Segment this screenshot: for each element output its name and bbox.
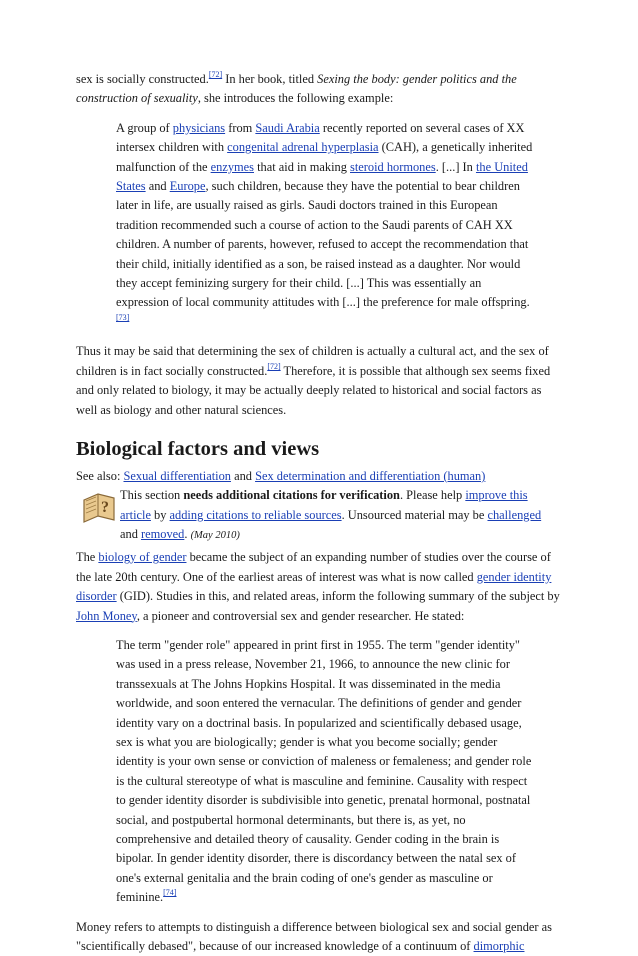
book-question-icon: [80, 488, 118, 528]
intro-text: sex is socially constructed.: [76, 72, 209, 86]
link-saudi-arabia[interactable]: Saudi Arabia: [255, 120, 320, 135]
section-heading: Biological factors and views: [76, 437, 320, 460]
link-biology-of-gender[interactable]: biology of gender: [98, 550, 187, 565]
ref-72[interactable]: [72]: [267, 361, 281, 371]
link-dimorphic[interactable]: dimorphic: [473, 939, 525, 954]
link-john-money[interactable]: John Money: [76, 608, 137, 623]
link-united-states[interactable]: the United States: [116, 159, 528, 194]
ref-72[interactable]: [72]: [208, 70, 223, 79]
link-sexual-differentiation[interactable]: Sexual differentiation: [123, 468, 231, 483]
notice-date: (May 2010): [190, 530, 240, 542]
link-improve-article[interactable]: improve this article: [120, 488, 528, 522]
paragraph-money-refers: Money refers to attempts to distinguish a difference between biological sex and social gender as "scientifically debased", because of our increased knowledge of a continuum of dimorphic: [76, 919, 552, 954]
link-steroid-hormones[interactable]: steroid hormones: [350, 159, 436, 174]
article-body: [76, 70, 564, 956]
link-gender-identity-disorder[interactable]: gender identity disorder: [76, 569, 552, 604]
quote-money: The term "gender role" appeared in print first in 1955. The term "gender identity" was used in a press release, November 21, 1966, to announce the new clinic for transsexuals at The Johns Hopkins Hospital. It was disseminated in the media worldwide, and soon entered the vernacular. The definitions of gender and gender identity vary on a doctrinal basis. In popularized and scientifically debased usage, sex is what you are biologically; gender is what you become socially; gender identity is your own sense or conviction of maleness or femaleness; and gender role is the cultural stereotype of what is masculine and feminine. Causality with respect to gender identity disorder is subdivisible into genetic, prenatal hormonal, postnatal social, and postpubertal hormonal determinants, but there is, as yet, no comprehensive and detailed theory of causality. Gender coding in the brain is bipolar. In gender identity disorder, there is discordancy between the natal sex of one's external genitalia and the brain coding of one's gender as masculine or feminine.[74]: [116, 637, 532, 905]
link-sex-determination[interactable]: Sex determination and differentiation (human): [255, 468, 486, 483]
svg-text:?: ?: [101, 499, 109, 517]
ref-73[interactable]: [73]: [116, 312, 130, 322]
link-enzymes[interactable]: enzymes: [210, 159, 254, 174]
ref-74[interactable]: [74]: [163, 888, 177, 898]
see-also: See also: Sexual differentiation and Sex determination and differentiation (human): [76, 468, 486, 483]
citation-notice: [76, 486, 564, 544]
notice-text: This section needs additional citations for verification. Please help improve this article by adding citations to reliable sources. Unsourced material may be challenged and removed. (May 2010): [120, 488, 542, 542]
link-adding-citations[interactable]: adding citations to reliable sources: [169, 507, 342, 522]
link-challenged[interactable]: challenged: [487, 507, 542, 522]
link-removed[interactable]: removed: [141, 527, 185, 542]
paragraph-cultural-act: Thus it may be said that determining the sex of children is actually a cultural act, and the sex of children is in fact socially constructed.[72] Therefore, it is possible that although sex seems fixed and only related to biology, it may be actually deeply related to historical and social factors as well as biology and other natural sciences.: [76, 344, 551, 417]
intro-text: , she introduces the following example:: [197, 91, 394, 106]
link-europe[interactable]: Europe: [169, 179, 206, 194]
paragraph-biology-of-gender: The biology of gender became the subject of an expanding number of studies over the course of the late 20th century. One of the earliest areas of interest was what is now called gender identity disorder (GID). Studies in this, and related areas, inform the following summary of the subject by John Money, a pioneer and controversial sex and gender researcher. He stated:: [76, 550, 560, 623]
quote-saudi: A group of physicians from Saudi Arabia recently reported on several cases of XX intersex children with congenital adrenal hyperplasia (CAH), a genetically inherited malfunction of the enzymes that aid in making steroid hormones. [...] In the United States and Europe, such children, because they have the potential to bear children later in life, are usually raised as girls. Saudi doctors trained in this European tradition recommended such a course of action to the Saudi parents of CAH XX children. A number of parents, however, refused to accept the recommendation that their child, initially identified as a son, be raised instead as a daughter. Nor would they accept feminizing surgery for their child. [...] This was essentially an expression of local community attitudes with [...] the preference for male offspring.[73]: [116, 120, 533, 322]
book-title: Sexing the body: gender politics and the construction of sexuality: [76, 72, 517, 106]
link-physicians[interactable]: physicians: [172, 120, 226, 135]
link-cah[interactable]: congenital adrenal hyperplasia: [227, 140, 379, 155]
intro-paragraph: [76, 70, 564, 109]
intro-text: In her book, titled: [222, 72, 318, 86]
